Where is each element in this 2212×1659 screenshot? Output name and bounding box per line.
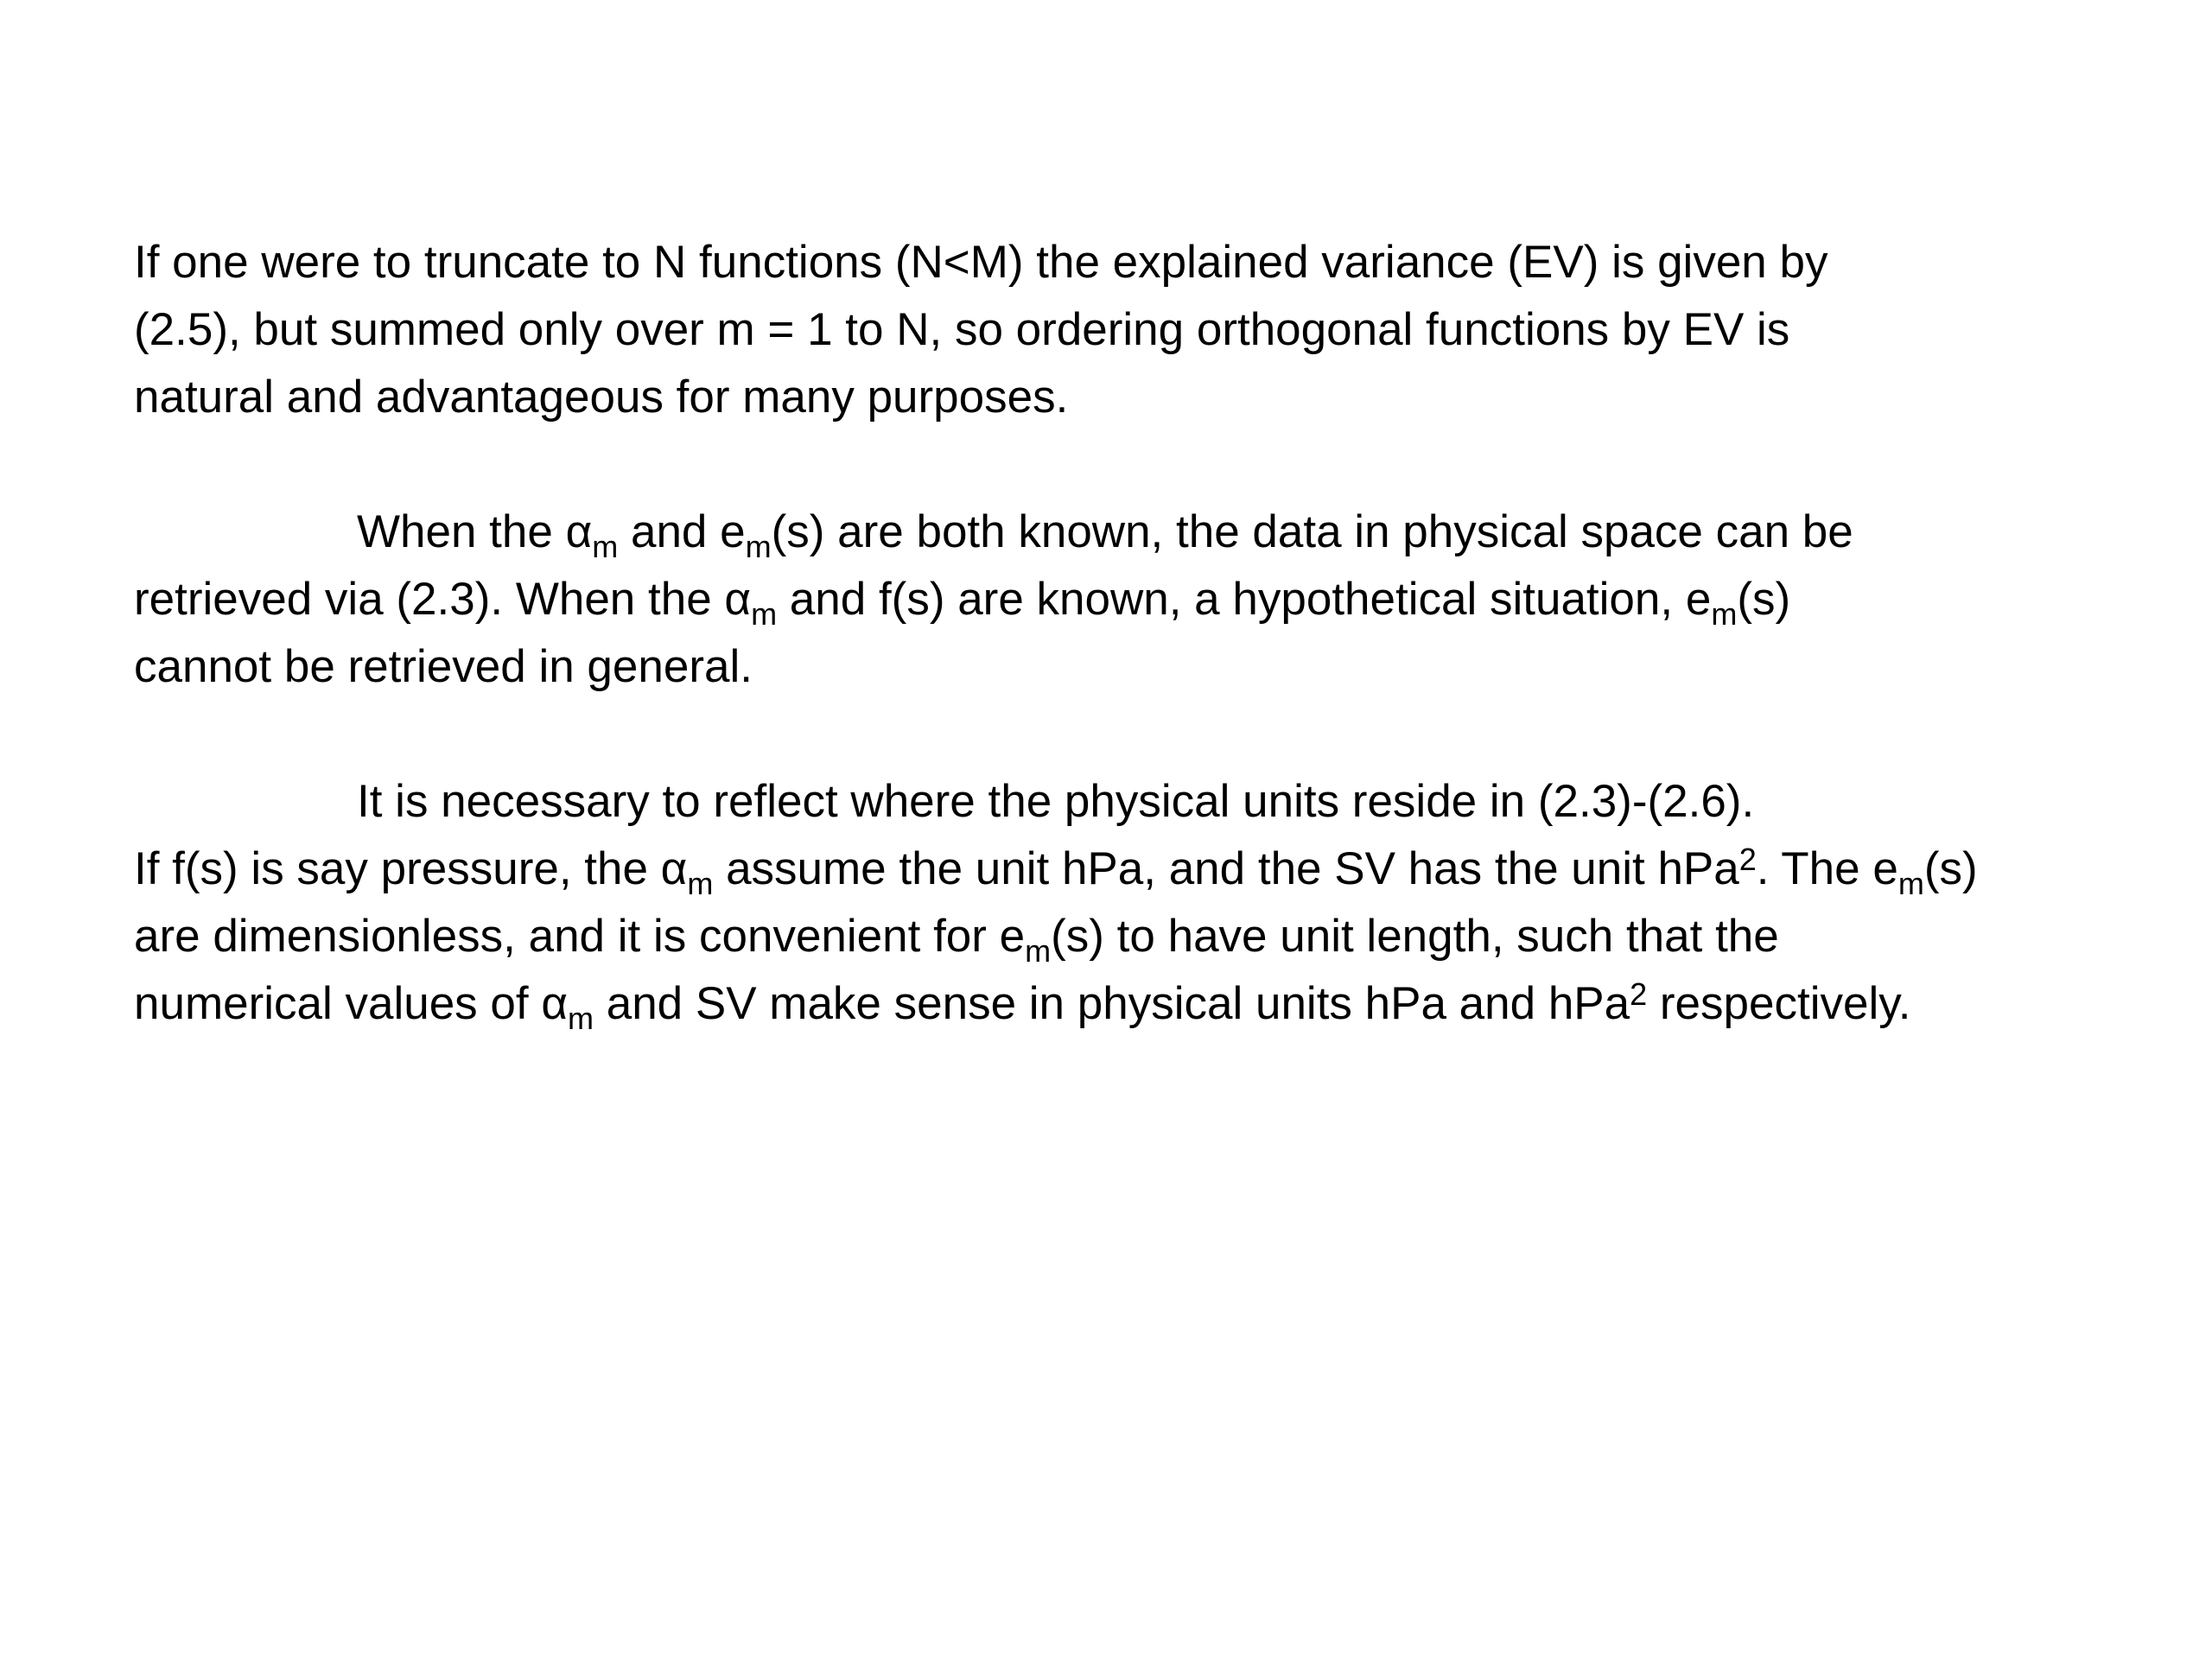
text-run: It is necessary to reflect where the physical units reside in (2.3)-(2.6). (357, 776, 1755, 827)
text-run: and e (618, 506, 746, 557)
text-line (134, 499, 2199, 566)
text-run: numerical values of α (134, 978, 568, 1029)
paragraph-truncation (134, 229, 2199, 431)
subscript: m (751, 595, 778, 632)
text-line (134, 566, 2199, 633)
slide-body-text (134, 229, 2199, 1038)
text-line: (2.5), but summed only over m = 1 to N, so ordering orthogonal functions by EV is (134, 304, 1790, 355)
text-run: retrieved via (2.3). When the α (134, 574, 752, 625)
text-run: assume the unit hPa, and the SV has the unit hPa (713, 843, 1739, 894)
text-run: and f(s) are known, a hypothetical situation, e (777, 574, 1712, 625)
text-line: natural and advantageous for many purposes. (134, 372, 1069, 423)
paragraph-physical-units (134, 768, 2199, 1038)
subscript: m (687, 865, 714, 901)
text-run: . The e (1756, 843, 1898, 894)
subscript: m (1897, 865, 1924, 901)
text-line (134, 970, 2199, 1038)
subscript: m (1025, 932, 1052, 969)
text-run: If f(s) is say pressure, the α (134, 843, 688, 894)
text-line (134, 836, 2199, 903)
text-run: and SV make sense in physical units hPa and hPa (594, 978, 1630, 1029)
text-line (134, 903, 2199, 970)
subscript: m (567, 1000, 594, 1036)
text-line: cannot be retrieved in general. (134, 641, 753, 692)
subscript: m (592, 528, 619, 564)
paragraph-retrieval (134, 499, 2199, 701)
superscript: 2 (1738, 841, 1757, 877)
text-run: (s) to have unit length, such that the (1051, 911, 1779, 962)
subscript: m (745, 528, 772, 564)
text-run: (s) (1737, 574, 1791, 625)
paragraph-gap (134, 701, 2199, 768)
text-line: If one were to truncate to N functions (N<M) the explained variance (EV) is given by (134, 237, 1828, 288)
subscript: m (1711, 595, 1738, 632)
paragraph-gap (134, 431, 2199, 499)
text-run: When the α (357, 506, 593, 557)
text-run: (s) are both known, the data in physical space can be (771, 506, 1853, 557)
text-line (134, 768, 2199, 836)
text-run: respectively. (1647, 978, 1911, 1029)
text-run: are dimensionless, and it is convenient for e (134, 911, 1026, 962)
text-run: (s) (1923, 843, 1978, 894)
superscript: 2 (1630, 976, 1648, 1012)
